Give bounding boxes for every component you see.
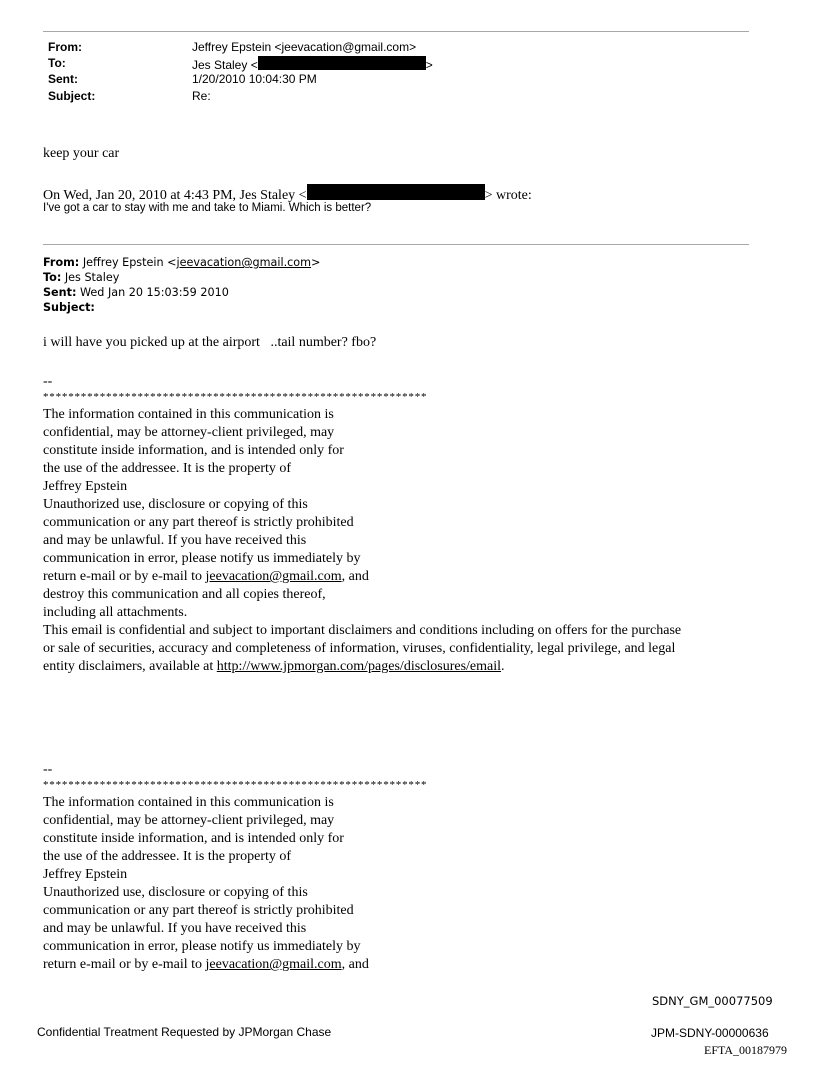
return-prefix: return e-mail or by e-mail to bbox=[43, 569, 206, 584]
disclaimer-line: communication or any part thereof is strictly prohibited bbox=[43, 903, 354, 918]
jpm-disclaimer-line: This email is confidential and subject to important disclaimers and conditions including on offers for the purchase bbox=[43, 623, 682, 638]
return-suffix: , and bbox=[341, 569, 369, 584]
disclaimer-line: communication in error, please notify us immediately by bbox=[43, 939, 361, 954]
disclaimer-line: Jeffrey Epstein bbox=[43, 867, 128, 882]
disclaimer-line: constitute inside information, and is intended only for bbox=[43, 831, 344, 846]
header2-subject bbox=[43, 301, 95, 315]
quote-intro bbox=[43, 184, 532, 204]
header2-to-value: Jes Staley bbox=[64, 271, 120, 284]
disclaimer-line: Unauthorized use, disclosure or copying of this bbox=[43, 497, 308, 512]
disclaimer-line: constitute inside information, and is intended only for bbox=[43, 443, 344, 458]
disclaimer-stars: ************************************************************* bbox=[43, 391, 428, 403]
disclaimer-2 bbox=[43, 762, 427, 974]
header2-from-email-link[interactable]: jeevacation@gmail.com bbox=[176, 256, 312, 269]
email-link[interactable]: jeevacation@gmail.com bbox=[205, 957, 342, 972]
jpm-disclaimer-last-line bbox=[43, 658, 681, 676]
header2-from bbox=[43, 256, 320, 270]
header2-to bbox=[43, 271, 119, 285]
bates-jpm: JPM-SDNY-00000636 bbox=[651, 1026, 769, 1040]
message2-body: i will have you picked up at the airport ..tail number? fbo? bbox=[43, 335, 377, 350]
header2-to-label: To: bbox=[43, 271, 62, 284]
quote-intro-text: On Wed, Jan 20, 2010 at 4:43 PM, Jes Staley < bbox=[43, 188, 307, 203]
reply-body: keep your car bbox=[43, 146, 120, 161]
disclaimer-return-line bbox=[43, 956, 427, 974]
disclaimer-line: the use of the addressee. It is the property of bbox=[43, 461, 292, 476]
return-suffix: , and bbox=[341, 957, 369, 972]
disclaimer-line: Jeffrey Epstein bbox=[43, 479, 128, 494]
subject-value: Re: bbox=[192, 89, 211, 103]
email-link[interactable]: jeevacation@gmail.com bbox=[205, 569, 342, 584]
header2-from-label: From: bbox=[43, 256, 80, 269]
disclaimer-line: The information contained in this communication is bbox=[43, 407, 334, 422]
sent-value: 1/20/2010 10:04:30 PM bbox=[192, 72, 317, 86]
redaction-bar bbox=[307, 184, 485, 200]
disclaimer-line: and may be unlawful. If you have received this bbox=[43, 533, 307, 548]
jpm-last-prefix: entity disclaimers, available at bbox=[43, 659, 217, 674]
disclaimer-line: confidential, may be attorney-client privileged, may bbox=[43, 425, 335, 440]
jpm-disclaimer-line: or sale of securities, accuracy and completeness of information, viruses, confidentiality, legal privilege, and legal bbox=[43, 641, 676, 656]
quote-rule bbox=[43, 244, 749, 245]
disclaimer-line: The information contained in this communication is bbox=[43, 795, 334, 810]
quote-intro-wrote: > wrote: bbox=[484, 188, 532, 203]
quote-text: I've got a car to stay with me and take to Miami. Which is better? bbox=[43, 202, 372, 214]
header2-sent-label: Sent: bbox=[43, 286, 77, 299]
disclaimer-dash: -- bbox=[43, 374, 53, 389]
confidential-note: Confidential Treatment Requested by JPMorgan Chase bbox=[37, 1025, 332, 1039]
to-value bbox=[192, 56, 433, 72]
disclaimer-line: destroy this communication and all copies thereof, bbox=[43, 587, 326, 602]
disclaimer-line: and may be unlawful. If you have received this bbox=[43, 921, 307, 936]
sent-label: Sent: bbox=[48, 72, 78, 86]
header2-sent-value: Wed Jan 20 15:03:59 2010 bbox=[80, 286, 229, 299]
bates-efta: EFTA_00187979 bbox=[704, 1043, 788, 1057]
from-value: Jeffrey Epstein <jeevacation@gmail.com> bbox=[192, 40, 417, 54]
return-prefix: return e-mail or by e-mail to bbox=[43, 957, 206, 972]
disclaimer-line: communication or any part thereof is strictly prohibited bbox=[43, 515, 354, 530]
to-close: > bbox=[425, 58, 433, 72]
header2-subject-label: Subject: bbox=[43, 301, 95, 314]
from-label: From: bbox=[48, 40, 82, 54]
header2-from-name: Jeffrey Epstein < bbox=[82, 256, 177, 269]
disclaimer-return-line bbox=[43, 568, 681, 586]
header2-from-close: > bbox=[311, 256, 321, 269]
top-rule bbox=[43, 31, 749, 32]
disclaimer-dash: -- bbox=[43, 762, 53, 777]
disclaimer-line: confidential, may be attorney-client privileged, may bbox=[43, 813, 335, 828]
disclaimer-line: Unauthorized use, disclosure or copying of this bbox=[43, 885, 308, 900]
redaction-bar bbox=[258, 56, 426, 70]
disclaimer-1 bbox=[43, 374, 681, 676]
disclaimer-stars: ************************************************************* bbox=[43, 779, 428, 791]
bates-sdny-gm: SDNY_GM_00077509 bbox=[652, 994, 773, 1008]
to-label: To: bbox=[48, 56, 66, 70]
subject-label: Subject: bbox=[48, 89, 96, 103]
disclaimer-line: including all attachments. bbox=[43, 605, 188, 620]
disclaimer-line: the use of the addressee. It is the property of bbox=[43, 849, 292, 864]
header2-sent bbox=[43, 286, 229, 300]
jpm-last-suffix: . bbox=[501, 659, 505, 674]
disclaimer-line: communication in error, please notify us immediately by bbox=[43, 551, 361, 566]
jpm-disclosures-link[interactable]: http://www.jpmorgan.com/pages/disclosures/email bbox=[216, 659, 502, 674]
to-name: Jes Staley < bbox=[192, 58, 258, 72]
